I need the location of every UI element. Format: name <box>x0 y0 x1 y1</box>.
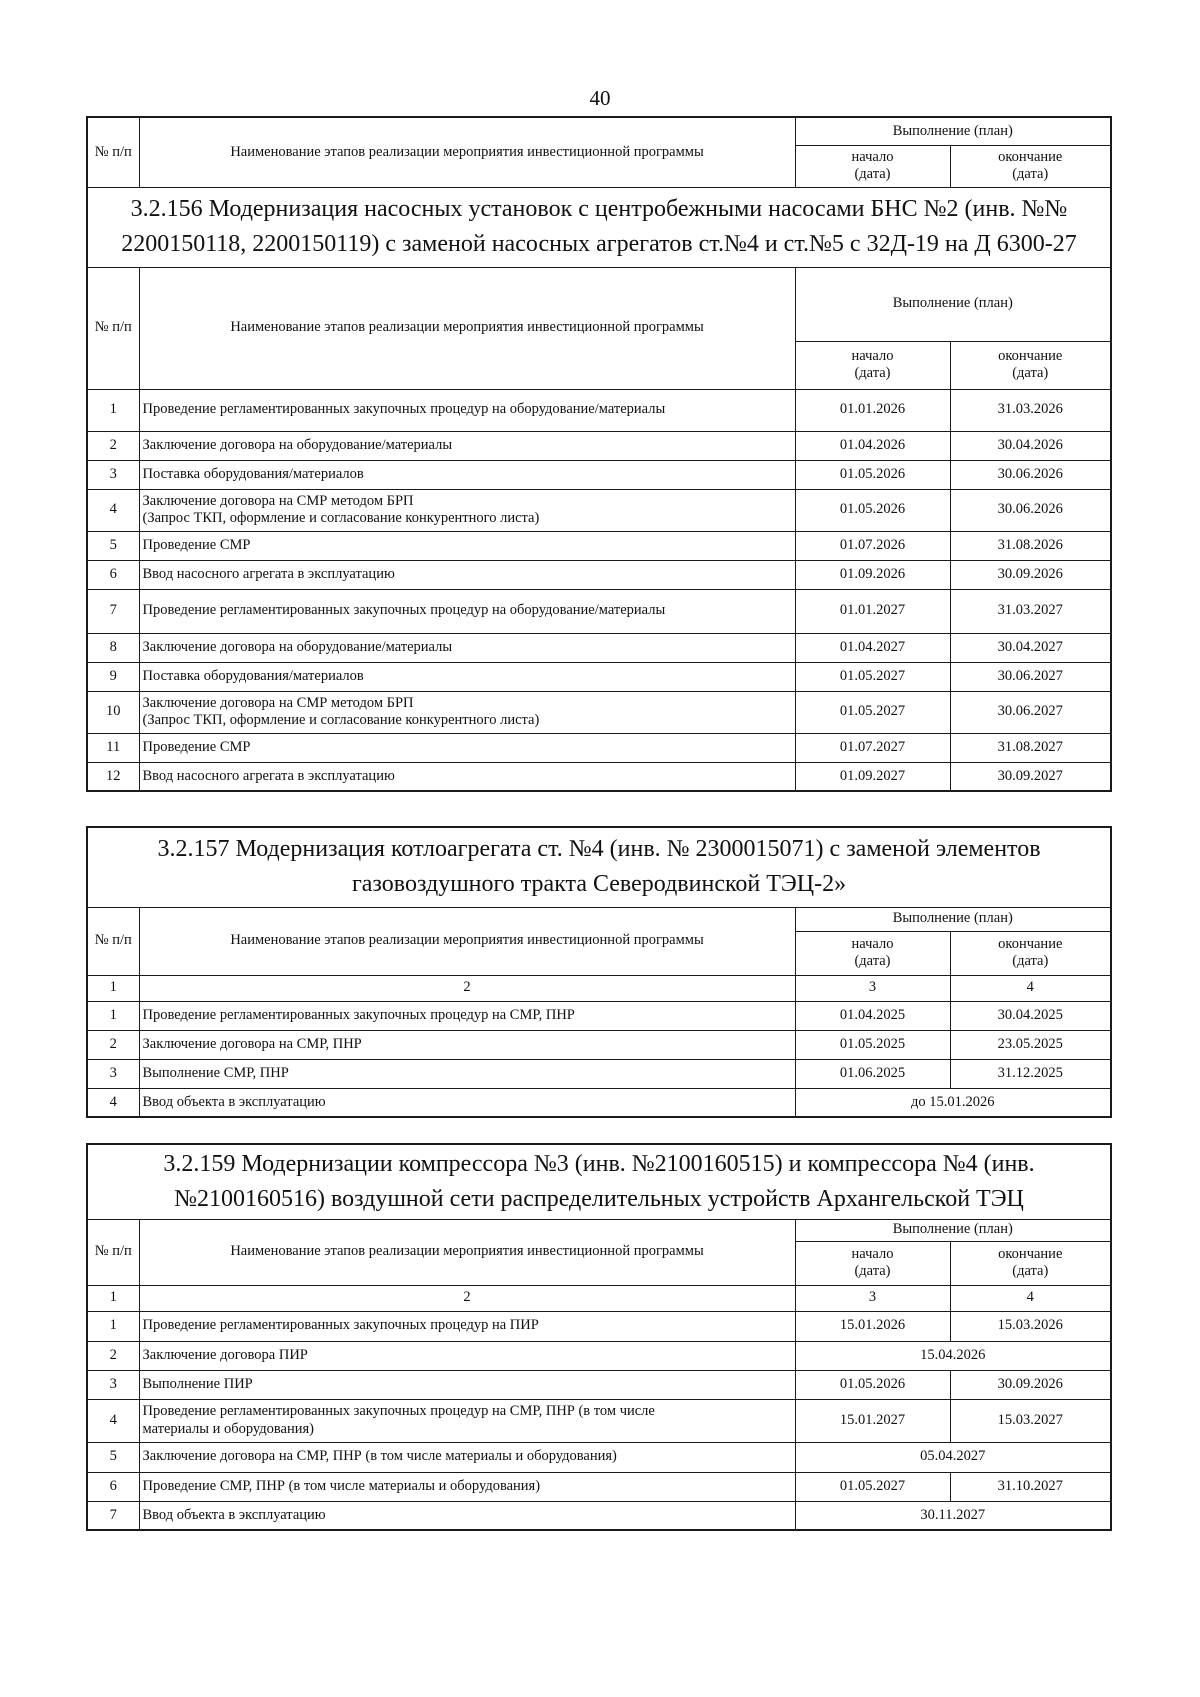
col-header-num: № п/п <box>87 267 139 389</box>
row-num: 6 <box>87 1472 139 1501</box>
col-number: 2 <box>139 1285 795 1311</box>
table-row <box>87 762 1111 791</box>
col-header-start: начало (дата) <box>795 931 950 975</box>
row-end: 23.05.2025 <box>950 1030 1111 1059</box>
row-start: 01.01.2026 <box>795 389 950 431</box>
row-start: 01.09.2026 <box>795 560 950 589</box>
row-start: 15.01.2026 <box>795 1311 950 1341</box>
row-num: 9 <box>87 662 139 691</box>
row-end: 31.08.2027 <box>950 733 1111 762</box>
row-name: Ввод насосного агрегата в эксплуатацию <box>139 560 795 589</box>
row-start: 01.05.2026 <box>795 460 950 489</box>
col-number: 4 <box>950 1285 1111 1311</box>
row-end: 30.06.2027 <box>950 662 1111 691</box>
row-name: Заключение договора на СМР, ПНР <box>139 1030 795 1059</box>
row-name: Проведение регламентированных закупочных процедур на СМР, ПНР (в том числе материалы и оборудования) <box>139 1399 795 1442</box>
row-end: 31.08.2026 <box>950 531 1111 560</box>
row-start: 01.07.2026 <box>795 531 950 560</box>
col-header-plan: Выполнение (план) <box>795 117 1111 145</box>
table-row <box>87 1341 1111 1370</box>
row-end: 30.06.2026 <box>950 460 1111 489</box>
row-num: 4 <box>87 1399 139 1442</box>
row-start: 15.01.2027 <box>795 1399 950 1442</box>
row-start: 01.07.2027 <box>795 733 950 762</box>
row-start: 01.05.2027 <box>795 1472 950 1501</box>
row-num: 2 <box>87 431 139 460</box>
table-row <box>87 389 1111 431</box>
col-header-name: Наименование этапов реализации мероприятия инвестиционной программы <box>139 907 795 975</box>
row-start: 01.05.2026 <box>795 1370 950 1399</box>
section-title: 3.2.157 Модернизация котлоагрегата ст. №4 (инв. № 2300015071) с заменой элементов газовоздушного тракта Северодвинской ТЭЦ-2» <box>87 827 1111 907</box>
row-end: 30.09.2026 <box>950 1370 1111 1399</box>
row-date-merged: до 15.01.2026 <box>795 1088 1111 1117</box>
col-header-name: Наименование этапов реализации мероприятия инвестиционной программы <box>139 1219 795 1285</box>
table-row <box>87 560 1111 589</box>
table-row <box>87 1370 1111 1399</box>
section-title: 3.2.156 Модернизация насосных установок с центробежными насосами БНС №2 (инв. №№ 2200150118, 2200150119) с заменой насосных агрегатов ст.№4 и ст.№5 с 32Д-19 на Д 6300-27 <box>87 187 1111 267</box>
table-row <box>87 1088 1111 1117</box>
col-header-end: окончание (дата) <box>950 145 1111 187</box>
row-num: 1 <box>87 1001 139 1030</box>
row-num: 4 <box>87 1088 139 1117</box>
row-start: 01.04.2027 <box>795 633 950 662</box>
row-num: 3 <box>87 1370 139 1399</box>
row-end: 30.06.2027 <box>950 691 1111 733</box>
row-num: 5 <box>87 531 139 560</box>
table-row <box>87 733 1111 762</box>
col-header-start: начало (дата) <box>795 145 950 187</box>
col-number: 1 <box>87 1285 139 1311</box>
row-name: Проведение регламентированных закупочных процедур на ПИР <box>139 1311 795 1341</box>
col-header-end: окончание (дата) <box>950 931 1111 975</box>
row-start: 01.05.2027 <box>795 691 950 733</box>
row-name: Проведение регламентированных закупочных процедур на СМР, ПНР <box>139 1001 795 1030</box>
row-num: 3 <box>87 1059 139 1088</box>
table-row <box>87 1001 1111 1030</box>
row-date-merged: 30.11.2027 <box>795 1501 1111 1530</box>
row-name: Поставка оборудования/материалов <box>139 662 795 691</box>
row-num: 7 <box>87 1501 139 1530</box>
row-end: 30.04.2027 <box>950 633 1111 662</box>
row-end: 15.03.2027 <box>950 1399 1111 1442</box>
row-end: 31.12.2025 <box>950 1059 1111 1088</box>
row-start: 01.05.2025 <box>795 1030 950 1059</box>
row-start: 01.05.2026 <box>795 489 950 531</box>
row-name: Ввод насосного агрегата в эксплуатацию <box>139 762 795 791</box>
row-name: Проведение регламентированных закупочных процедур на оборудование/материалы <box>139 389 795 431</box>
col-number: 4 <box>950 975 1111 1001</box>
table-row <box>87 691 1111 733</box>
col-header-plan: Выполнение (план) <box>795 907 1111 931</box>
row-end: 31.10.2027 <box>950 1472 1111 1501</box>
row-date-merged: 15.04.2026 <box>795 1341 1111 1370</box>
row-num: 2 <box>87 1030 139 1059</box>
table-row <box>87 662 1111 691</box>
col-number: 1 <box>87 975 139 1001</box>
col-header-name: Наименование этапов реализации мероприятия инвестиционной программы <box>139 267 795 389</box>
row-start: 01.05.2027 <box>795 662 950 691</box>
table-row <box>87 633 1111 662</box>
col-header-num: № п/п <box>87 907 139 975</box>
row-num: 6 <box>87 560 139 589</box>
table-row <box>87 1030 1111 1059</box>
row-name: Заключение договора на оборудование/материалы <box>139 633 795 662</box>
col-header-end: окончание (дата) <box>950 341 1111 389</box>
col-number: 2 <box>139 975 795 1001</box>
row-num: 3 <box>87 460 139 489</box>
col-header-start: начало (дата) <box>795 1241 950 1285</box>
row-name: Заключение договора на СМР, ПНР (в том числе материалы и оборудования) <box>139 1442 795 1472</box>
row-num: 8 <box>87 633 139 662</box>
table-row <box>87 1311 1111 1341</box>
row-name: Заключение договора на оборудование/материалы <box>139 431 795 460</box>
table-row <box>87 1442 1111 1472</box>
table-row <box>87 460 1111 489</box>
table-row <box>87 431 1111 460</box>
row-name: Выполнение ПИР <box>139 1370 795 1399</box>
row-end: 31.03.2027 <box>950 589 1111 633</box>
row-start: 01.01.2027 <box>795 589 950 633</box>
row-num: 1 <box>87 389 139 431</box>
row-end: 15.03.2026 <box>950 1311 1111 1341</box>
row-name: Проведение СМР <box>139 531 795 560</box>
row-end: 30.06.2026 <box>950 489 1111 531</box>
row-num: 10 <box>87 691 139 733</box>
row-name: Заключение договора на СМР методом БРП (Запрос ТКП, оформление и согласование конкурентного листа) <box>139 691 795 733</box>
row-date-merged: 05.04.2027 <box>795 1442 1111 1472</box>
col-header-name: Наименование этапов реализации мероприятия инвестиционной программы <box>139 117 795 187</box>
column-numbers-row <box>87 1285 1111 1311</box>
col-header-num: № п/п <box>87 1219 139 1285</box>
row-end: 30.04.2026 <box>950 431 1111 460</box>
section-title: 3.2.159 Модернизации компрессора №3 (инв. №2100160515) и компрессора №4 (инв. №2100160516) воздушной сети распределительных устройств Архангельской ТЭЦ <box>87 1144 1111 1219</box>
row-name: Заключение договора ПИР <box>139 1341 795 1370</box>
table-row <box>87 531 1111 560</box>
row-end: 30.09.2027 <box>950 762 1111 791</box>
row-start: 01.06.2025 <box>795 1059 950 1088</box>
row-name: Проведение СМР <box>139 733 795 762</box>
col-header-plan: Выполнение (план) <box>795 1219 1111 1241</box>
table-row <box>87 1472 1111 1501</box>
table-row <box>87 1501 1111 1530</box>
row-num: 4 <box>87 489 139 531</box>
col-header-num: № п/п <box>87 117 139 187</box>
col-header-start: начало (дата) <box>795 341 950 389</box>
row-end: 30.09.2026 <box>950 560 1111 589</box>
table-row <box>87 1399 1111 1442</box>
row-end: 31.03.2026 <box>950 389 1111 431</box>
table-row <box>87 589 1111 633</box>
table-3-2-156 <box>86 116 1112 792</box>
row-num: 7 <box>87 589 139 633</box>
row-name: Поставка оборудования/материалов <box>139 460 795 489</box>
col-header-plan: Выполнение (план) <box>795 267 1111 341</box>
col-number: 3 <box>795 1285 950 1311</box>
row-num: 5 <box>87 1442 139 1472</box>
table-row <box>87 489 1111 531</box>
table-3-2-159 <box>86 1143 1112 1531</box>
col-header-end: окончание (дата) <box>950 1241 1111 1285</box>
column-numbers-row <box>87 975 1111 1001</box>
table-3-2-157 <box>86 826 1112 1118</box>
row-start: 01.04.2026 <box>795 431 950 460</box>
row-name: Ввод объекта в эксплуатацию <box>139 1088 795 1117</box>
row-name: Выполнение СМР, ПНР <box>139 1059 795 1088</box>
page-number: 40 <box>589 86 611 110</box>
row-num: 1 <box>87 1311 139 1341</box>
row-name: Ввод объекта в эксплуатацию <box>139 1501 795 1530</box>
col-number: 3 <box>795 975 950 1001</box>
row-name: Проведение СМР, ПНР (в том числе материалы и оборудования) <box>139 1472 795 1501</box>
row-name: Заключение договора на СМР методом БРП (Запрос ТКП, оформление и согласование конкурентного листа) <box>139 489 795 531</box>
row-num: 11 <box>87 733 139 762</box>
row-start: 01.04.2025 <box>795 1001 950 1030</box>
row-end: 30.04.2025 <box>950 1001 1111 1030</box>
table-row <box>87 1059 1111 1088</box>
row-num: 12 <box>87 762 139 791</box>
row-name: Проведение регламентированных закупочных процедур на оборудование/материалы <box>139 589 795 633</box>
row-start: 01.09.2027 <box>795 762 950 791</box>
row-num: 2 <box>87 1341 139 1370</box>
